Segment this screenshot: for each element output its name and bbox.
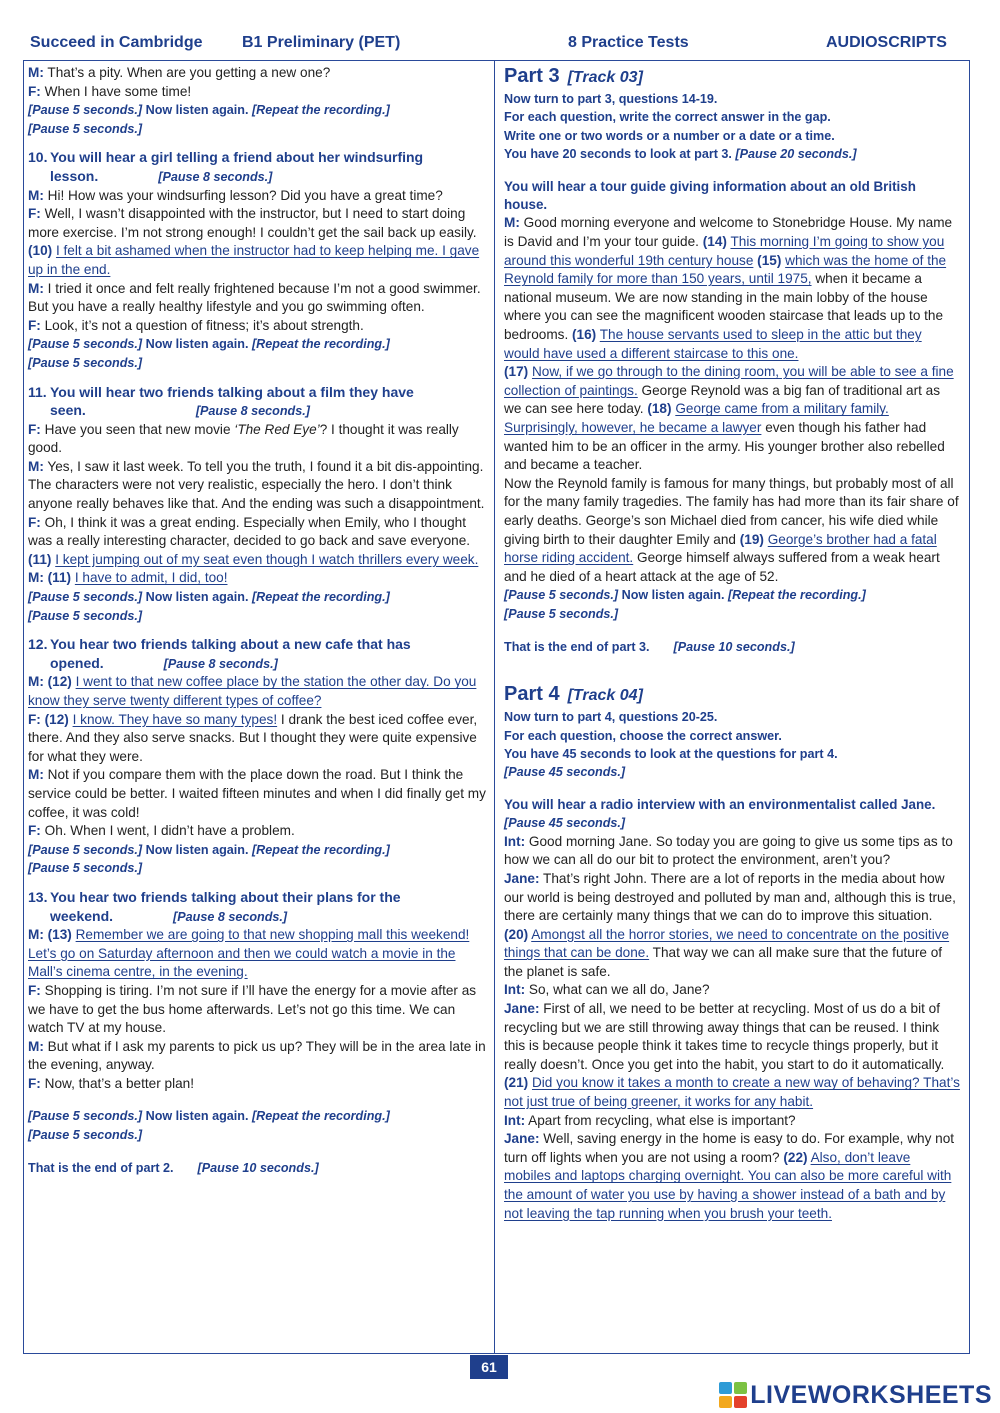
answer-11: I kept jumping out of my seat even though I watch thrillers every week.	[55, 551, 479, 567]
pause-instruction: [Pause 5 seconds.] Now listen again. [Repeat the recording.]	[28, 337, 390, 352]
pause-instruction: [Pause 5 seconds.]	[28, 608, 143, 623]
dialogue-line: M: (11) I have to admit, I did, too!	[28, 570, 228, 586]
left-column	[28, 64, 486, 1177]
answer-12: I went to that new coffee place by the station the other day. Do you know they serve twenty different types of coffee?	[28, 674, 477, 708]
page-number: 61	[470, 1355, 508, 1379]
answer-20: Amongst all the horror stories, we need to concentrate on the positive things that can be done.	[504, 926, 950, 961]
pause-instruction: [Pause 45 seconds.]	[504, 816, 626, 831]
page-header	[30, 34, 970, 58]
end-of-part-3: That is the end of part 3. [Pause 10 seconds.]	[504, 639, 795, 654]
answer-10: I felt a bit ashamed when the instructor had to keep helping me. I gave up in the end.	[28, 243, 480, 277]
brand-watermark	[719, 1380, 992, 1410]
section-title: AUDIOSCRIPTS	[826, 34, 947, 51]
dialogue-line: F: Well, I wasn’t disappointed with the instructor, but I need to start doing more exercise. I’m not strong enough! I couldn’t get the sail back up easily. (10) I felt a bit ashamed when the instructor had to keep helping me. I gave up in the end.	[28, 206, 480, 277]
part-3-intro: You will hear a tour guide giving information about an old British house.	[504, 178, 916, 213]
answer-16: The house servants used to sleep in the attic but they would have used a different staircase to this one.	[504, 327, 922, 361]
answer-22: Also, don’t leave mobiles and laptops charging overnight. You can also be more careful with the amount of water you use by having a shower instead of a bath and by not leaving the tap running when you brush your teeth.	[504, 1149, 952, 1221]
pause-instruction: [Pause 5 seconds.]	[28, 1128, 143, 1143]
liveworksheets-logo-icon	[719, 1382, 747, 1408]
part-3-instruction: You have 20 seconds to look at part 3. [Pause 20 seconds.]	[504, 147, 857, 162]
part-3-instruction: For each question, write the correct answer in the gap.	[504, 110, 831, 125]
column-divider	[494, 60, 495, 1354]
question-10-title: 10. You will hear a girl telling a friend about her windsurfing lesson. [Pause 8 seconds.]	[28, 149, 424, 184]
pause-instruction: [Pause 5 seconds.] Now listen again. [Repeat the recording.]	[28, 1109, 390, 1124]
dialogue-line: F: Shopping is tiring. I’m not sure if I’ll have the energy for a movie after as we have to get the bus home afterwards. Let’s not go this time. We can watch TV at my house.	[28, 982, 477, 1036]
dialogue-line: Jane: That’s right John. There are a lot of reports in the media about how our world is being destroyed and polluted by man and, although this is true, there are certainly many things that we can do to improve this situation. (20) Amongst all the horror stories, we need to concentrate on the positive things that can be done. That way we can all make sure that the future of the planet is safe.	[504, 870, 956, 979]
part-4-instruction: Now turn to part 4, questions 20-25.	[504, 710, 718, 725]
dialogue-line: F: Oh. When I went, I didn’t have a problem.	[28, 823, 295, 839]
book-title: Succeed in Cambridge	[30, 34, 203, 51]
answer-13: Remember we are going to that new shopping mall this weekend! Let’s go on Saturday afternoon and then we could watch a movie in the Mall’s cinema centre, in the evening.	[28, 927, 470, 980]
dialogue-line: M: (12) I went to that new coffee place by the station the other day. Do you know they serve twenty different types of coffee?	[28, 674, 477, 708]
pause-instruction: [Pause 5 seconds.]	[28, 355, 143, 370]
dialogue-line: Int: Apart from recycling, what else is important?	[504, 1112, 796, 1128]
part-4-intro: You will hear a radio interview with an environmentalist called Jane.	[504, 796, 936, 812]
part-3-heading: Part 3 [Track 03]	[504, 65, 643, 87]
part-4-instruction: You have 45 seconds to look at the questions for part 4.	[504, 746, 838, 761]
monologue: M: Good morning everyone and welcome to Stonebridge House. My name is David and I’m your tour guide. (14) This morning I’m going to show you around this wonderful 19th century house (15) which was the home of the Reynold family for more than 150 years, until 1975, when it became a national museum. We are now standing in the main lobby of the house where you can see the magnificent wooden staircase that leads up to the bedrooms. (16) The house servants used to sleep in the attic but they would have used a different staircase to this one.	[504, 215, 953, 361]
monologue: (17) Now, if we go through to the dining room, you will be able to see a fine collection of paintings. George Reynold was a big fan of traditional art as we can see here today. (18) George came from a military family. Surprisingly, however, he became a lawyer even though his father had wanted him to be an officer in the army. His younger brother also rebelled and became a teacher.	[504, 364, 954, 473]
dialogue-line: Jane: Well, saving energy in the home is easy to do. For example, why not turn off lights when you are not using a room? (22) Also, don’t leave mobiles and laptops charging overnight. You can also be more careful with the amount of water you use by having a shower instead of a bath and by not leaving the tap running when you brush your teeth.	[504, 1131, 955, 1221]
dialogue-line: M: Hi! How was your windsurfing lesson? Did you have a great time?	[28, 187, 443, 203]
answer-17: Now, if we go through to the dining room, you will be able to see a fine collection of paintings.	[504, 364, 954, 398]
answer-19: George’s brother had a fatal horse riding accident.	[504, 531, 937, 566]
answer-11-confirm: I have to admit, I did, too!	[74, 570, 228, 586]
subtitle: 8 Practice Tests	[568, 34, 689, 51]
dialogue-line: M: That’s a pity. When are you getting a new one?	[28, 65, 331, 80]
end-of-part-2: That is the end of part 2. [Pause 10 seconds.]	[28, 1160, 319, 1175]
question-13-title: 13. You hear two friends talking about their plans for the weekend. [Pause 8 seconds.]	[28, 888, 401, 924]
dialogue-line: F: Now, that’s a better plan!	[28, 1075, 194, 1091]
part-3-instruction: Write one or two words or a number or a date or a time.	[504, 128, 835, 143]
monologue: Now the Reynold family is famous for many things, but probably most of all for the many family tragedies. The family has had more than its fair share of early deaths. George’s son Michael died from cancer, his wife died while giving birth to their daughter Emily and (19) George’s brother had a fatal horse riding accident. George himself always suffered from a weak heart and he died of a heart attack at the age of 52.	[504, 475, 959, 584]
pause-instruction: [Pause 5 seconds.] Now listen again. [Repeat the recording.]	[28, 103, 390, 118]
exam-title: B1 Preliminary (PET)	[242, 34, 401, 51]
pause-instruction: [Pause 5 seconds.] Now listen again. [Repeat the recording.]	[28, 590, 390, 605]
part-4-heading: Part 4 [Track 04]	[504, 683, 643, 706]
dialogue-line: M: Yes, I saw it last week. To tell you the truth, I found it a bit dis-appointing. The characters were not very realistic, especially the hero. I don’t think anyone really behaves like that. And the ending was such a disappointment.	[28, 458, 485, 512]
answer-14: This morning I’m going to show you around this wonderful 19th century house	[504, 234, 945, 268]
dialogue-line: F: (12) I know. They have so many types! I drank the best iced coffee ever, there. And they also serve snacks. But I thought they were quite expensive for what they were.	[28, 711, 478, 764]
pause-instruction: [Pause 5 seconds.]	[28, 121, 143, 136]
right-column	[504, 64, 960, 1223]
answer-15: which was the home of the Reynold family for more than 150 years, until 1975,	[504, 252, 947, 287]
question-12-title: 12. You hear two friends talking about a new cafe that has opened. [Pause 8 seconds.]	[28, 636, 411, 671]
dialogue-line: M: But what if I ask my parents to pick us up? They will be in the area late in the evening, anyway.	[28, 1038, 486, 1073]
part-4-instruction: [Pause 45 seconds.]	[504, 765, 626, 780]
pause-instruction: [Pause 5 seconds.] Now listen again. [Repeat the recording.]	[28, 842, 390, 857]
dialogue-line: F: Look, it’s not a question of fitness; it’s about strength.	[28, 317, 364, 333]
dialogue-line: M: I tried it once and felt really frightened because I’m not a good swimmer. But you have a really healthy lifestyle and you go swimming often.	[28, 280, 481, 315]
pause-instruction: [Pause 5 seconds.]	[28, 861, 143, 876]
dialogue-line: F: Oh, I think it was a great ending. Especially when Emily, who I thought was a really interesting character, decided to go back and save everyone. (11) I kept jumping out of my seat even though I watch thrillers every week.	[28, 514, 479, 567]
dialogue-line: F: Have you seen that new movie ‘The Red Eye’? I thought it was really good.	[28, 421, 459, 456]
part-4-instruction: For each question, choose the correct answer.	[504, 728, 782, 743]
pause-instruction: [Pause 5 seconds.] Now listen again. [Repeat the recording.]	[504, 588, 866, 603]
dialogue-line: Int: So, what can we all do, Jane?	[504, 982, 710, 998]
part-3-instruction: Now turn to part 3, questions 14-19.	[504, 92, 718, 106]
question-11-title: 11. You will hear two friends talking about a film they have seen. [Pause 8 seconds.]	[28, 383, 414, 419]
dialogue-line: Int: Good morning Jane. So today you are going to give us some tips as to how we can all do our bit to protect the environment, aren’t you?	[504, 833, 953, 868]
dialogue-line: M: (13) Remember we are going to that new shopping mall this weekend! Let’s go on Saturday afternoon and then we could watch a movie in the Mall’s cinema centre, in the evening.	[28, 927, 470, 980]
dialogue-line: F: When I have some time!	[28, 83, 192, 99]
brand-name: LIVEWORKSHEETS	[750, 1380, 992, 1409]
dialogue-line: Jane: First of all, we need to be better at recycling. Most of us do a bit of recycling but we are still throwing away things that can be reused. I think this is because people think it takes time to recycle things properly, but it really doesn’t. Once you get into the habit, you start to do it automatically. (21) Did you know it takes a month to create a new way of behaving? That’s not just true of being greener, it works for any habit.	[504, 1001, 960, 1110]
dialogue-line: M: Not if you compare them with the place down the road. But I think the service could be better. I waited fifteen minutes and when I did finally get my coffee, it was cold!	[28, 767, 486, 820]
pause-instruction: [Pause 5 seconds.]	[504, 606, 619, 621]
answer-21: Did you know it takes a month to create a new way of behaving? That’s not just true of being greener, it works for any habit.	[504, 1075, 960, 1110]
answer-12-confirm: I know. They have so many types!	[72, 711, 278, 727]
answer-18: George came from a military family. Surprisingly, however, he became a lawyer	[504, 401, 889, 435]
